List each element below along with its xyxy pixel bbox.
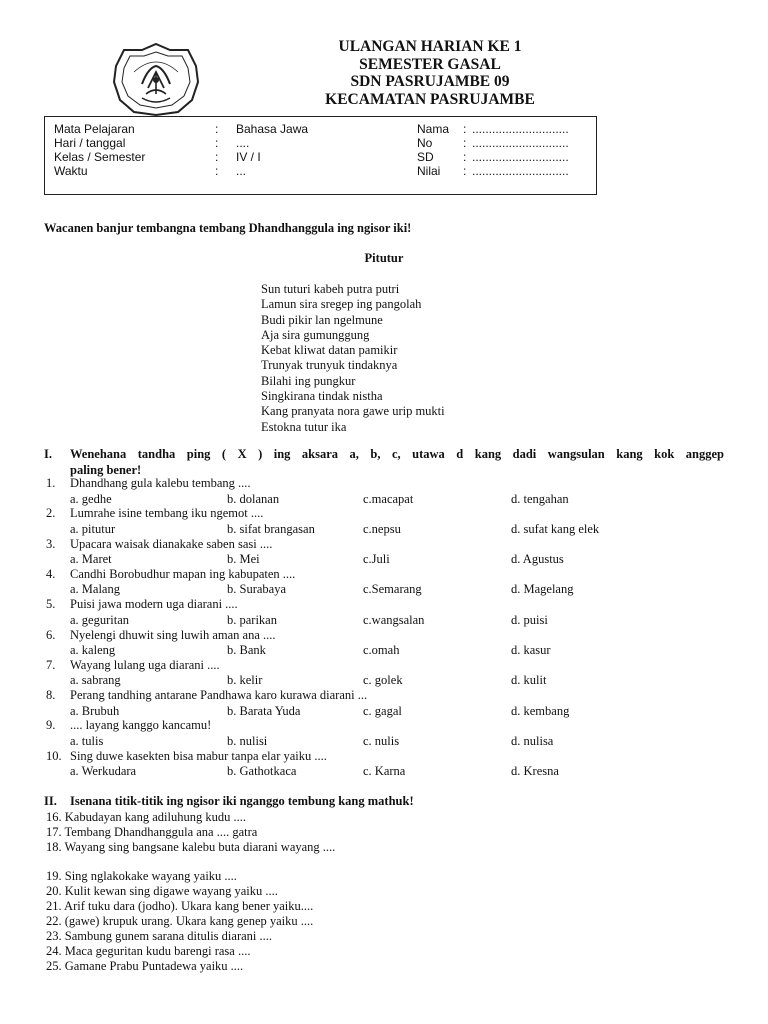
date-value: .... bbox=[236, 136, 250, 150]
option-d[interactable]: d. Kresna bbox=[511, 764, 559, 779]
colon: : bbox=[463, 122, 467, 136]
question-number: 2. bbox=[46, 506, 56, 521]
option-a[interactable]: a. Brubuh bbox=[70, 703, 120, 718]
option-d[interactable]: d. tengahan bbox=[511, 491, 569, 506]
colon: : bbox=[215, 164, 219, 178]
question-text: Nyelengi dhuwit sing luwih aman ana .... bbox=[70, 627, 276, 642]
option-c[interactable]: c.Semarang bbox=[363, 582, 422, 597]
colon: : bbox=[463, 150, 467, 164]
option-b[interactable]: b. Bank bbox=[227, 643, 266, 657]
option-c[interactable]: c.nepsu bbox=[363, 521, 401, 536]
school-name: SDN PASRUJAMBE 09 bbox=[350, 73, 510, 90]
district-name: KECAMATAN PASRUJAMBE bbox=[325, 90, 535, 108]
option-d[interactable]: d. kasur bbox=[511, 643, 551, 657]
option-a[interactable]: a. sabrang bbox=[70, 673, 121, 688]
question-text: Puisi jawa modern uga diarani .... bbox=[70, 597, 238, 612]
poem-line: Budi pikir lan ngelmune bbox=[261, 312, 383, 327]
option-c[interactable]: c. gagal bbox=[363, 703, 402, 718]
option-d[interactable]: d. sufat kang elek bbox=[511, 521, 600, 536]
fill-in-item: 22. (gawe) krupuk urang. Ukara kang genep yaiku .... bbox=[46, 914, 314, 928]
option-b[interactable]: b. Gathotkaca bbox=[227, 764, 297, 779]
class-value: IV / I bbox=[236, 150, 261, 164]
option-c[interactable]: c.Juli bbox=[363, 552, 390, 567]
poem-line: Singkirana tindak nistha bbox=[261, 389, 383, 404]
date-label: Hari / tanggal bbox=[54, 136, 126, 150]
question-item bbox=[0, 628, 768, 658]
question-item bbox=[0, 749, 768, 779]
question-item bbox=[0, 718, 768, 748]
question-item bbox=[0, 476, 768, 506]
poem-line: Kang pranyata nora gawe urip mukti bbox=[261, 404, 445, 419]
option-c[interactable]: c. nulis bbox=[363, 733, 400, 748]
question-item bbox=[0, 537, 768, 567]
number-label: No bbox=[417, 136, 433, 150]
option-c[interactable]: c.wangsalan bbox=[363, 612, 425, 627]
exam-title: ULANGAN HARIAN KE 1 bbox=[338, 38, 522, 55]
option-a[interactable]: a. kaleng bbox=[70, 643, 116, 657]
question-item bbox=[0, 658, 768, 688]
fill-in-item: 25. Gamane Prabu Puntadewa yaiku .... bbox=[46, 959, 244, 973]
option-d[interactable]: d. nulisa bbox=[511, 733, 554, 748]
question-item bbox=[0, 506, 768, 536]
question-text: Candhi Borobudhur mapan ing kabupaten .... bbox=[70, 566, 296, 581]
fill-in-item: 18. Wayang sing bangsane kalebu buta diarani wayang .... bbox=[46, 840, 336, 854]
option-c[interactable]: c.macapat bbox=[363, 491, 414, 506]
question-number: 3. bbox=[46, 536, 56, 551]
time-label: Waktu bbox=[54, 164, 88, 178]
time-value: ... bbox=[236, 164, 247, 178]
question-text: Wayang lulang uga diarani .... bbox=[70, 657, 220, 672]
poem-line: Kebat kliwat datan pamikir bbox=[261, 343, 398, 358]
fill-in-item: 23. Sambung gunem sarana ditulis diarani .... bbox=[46, 929, 273, 943]
colon: : bbox=[463, 164, 467, 178]
reading-instruction: Wacanen banjur tembangna tembang Dhandhanggula ing ngisor iki! bbox=[44, 221, 412, 235]
question-number: 9. bbox=[46, 718, 56, 733]
option-b[interactable]: b. sifat brangasan bbox=[227, 521, 315, 536]
option-a[interactable]: a. Maret bbox=[70, 552, 112, 567]
option-a[interactable]: a. Werkudara bbox=[70, 764, 137, 779]
number-field[interactable]: ............................. bbox=[472, 136, 569, 150]
question-number: 7. bbox=[46, 657, 56, 672]
section-1-instruction-line2: paling bener! bbox=[70, 463, 142, 477]
poem-line: Trunyak trunyuk tindaknya bbox=[261, 358, 398, 373]
option-b[interactable]: b. nulisi bbox=[227, 733, 268, 748]
poem-line: Estokna tutur ika bbox=[261, 419, 347, 434]
section-2-instruction: Isenana titik-titik ing ngisor iki nganggo tembung kang mathuk! bbox=[70, 794, 414, 808]
poem-line: Aja sira gumunggung bbox=[261, 327, 370, 342]
school-logo bbox=[112, 42, 200, 116]
option-a[interactable]: a. geguritan bbox=[70, 612, 130, 627]
option-d[interactable]: d. kulit bbox=[511, 673, 547, 688]
section-2-number: II. bbox=[44, 794, 57, 808]
fill-in-item: 16. Kabudayan kang adiluhung kudu .... bbox=[46, 810, 246, 824]
question-number: 10. bbox=[46, 748, 62, 763]
class-label: Kelas / Semester bbox=[54, 150, 146, 164]
question-item bbox=[0, 597, 768, 627]
question-text: Upacara waisak dianakake saben sasi .... bbox=[70, 536, 273, 551]
subject-value: Bahasa Jawa bbox=[236, 122, 309, 136]
colon: : bbox=[215, 122, 219, 136]
option-a[interactable]: a. Malang bbox=[70, 582, 120, 597]
question-number: 4. bbox=[46, 566, 56, 581]
name-field[interactable]: ............................. bbox=[472, 122, 569, 136]
section-1-number: I. bbox=[44, 447, 52, 461]
fill-in-item: 17. Tembang Dhandhanggula ana .... gatra bbox=[46, 825, 258, 839]
question-number: 1. bbox=[46, 476, 56, 490]
fill-in-item: 24. Maca geguritan kudu barengi rasa .... bbox=[46, 944, 251, 958]
option-d[interactable]: d. kembang bbox=[511, 703, 570, 718]
fill-in-item: 19. Sing nglakokake wayang yaiku .... bbox=[46, 869, 237, 883]
section-1-instruction-line1: Wenehana tandha ping ( X ) ing aksara a, b, c, utawa d kang dadi wangsulan kang kok anggep bbox=[70, 447, 724, 461]
question-text: Sing duwe kasekten bisa mabur tanpa elar yaiku .... bbox=[70, 748, 327, 763]
question-item bbox=[0, 567, 768, 597]
option-a[interactable]: a. pitutur bbox=[70, 521, 116, 536]
poem-title: Pitutur bbox=[364, 251, 404, 265]
question-number: 6. bbox=[46, 627, 56, 642]
option-c[interactable]: c.omah bbox=[363, 643, 400, 657]
option-b[interactable]: b. dolanan bbox=[227, 491, 280, 506]
option-b[interactable]: b. Barata Yuda bbox=[227, 703, 301, 718]
score-field[interactable]: ............................. bbox=[472, 164, 569, 178]
score-label: Nilai bbox=[417, 164, 441, 178]
name-label: Nama bbox=[417, 122, 450, 136]
question-text: Perang tandhing antarane Pandhawa karo kurawa diarani ... bbox=[70, 688, 368, 703]
colon: : bbox=[215, 150, 219, 164]
option-d[interactable]: d. Agustus bbox=[511, 552, 564, 567]
school-label: SD bbox=[417, 150, 434, 164]
question-text: Lumrahe isine tembang iku ngemot .... bbox=[70, 506, 264, 521]
question-text: .... layang kanggo kancamu! bbox=[70, 718, 212, 733]
option-b[interactable]: b. parikan bbox=[227, 612, 277, 627]
student-info-box bbox=[44, 116, 597, 195]
question-number: 5. bbox=[46, 597, 56, 612]
poem-line: Sun tuturi kabeh putra putri bbox=[261, 282, 400, 296]
option-c[interactable]: c. Karna bbox=[363, 764, 406, 779]
tut-wuri-handayani-emblem bbox=[112, 42, 200, 116]
semester-title: SEMESTER GASAL bbox=[359, 55, 501, 73]
exam-header-titles bbox=[290, 38, 570, 108]
option-b[interactable]: b. Surabaya bbox=[227, 582, 287, 597]
subject-label: Mata Pelajaran bbox=[54, 122, 135, 136]
question-item bbox=[0, 688, 768, 718]
option-d[interactable]: d. Magelang bbox=[511, 582, 574, 597]
school-field[interactable]: ............................. bbox=[472, 150, 569, 164]
fill-in-item: 20. Kulit kewan sing digawe wayang yaiku .... bbox=[46, 884, 278, 898]
colon: : bbox=[463, 136, 467, 150]
option-b[interactable]: b. kelir bbox=[227, 673, 263, 688]
question-text: Dhandhang gula kalebu tembang .... bbox=[70, 476, 251, 490]
question-number: 8. bbox=[46, 688, 56, 703]
fill-in-item: 21. Arif tuku dara (jodho). Ukara kang bener yaiku.... bbox=[46, 899, 314, 913]
option-a[interactable]: a. gedhe bbox=[70, 491, 112, 506]
option-a[interactable]: a. tulis bbox=[70, 733, 104, 748]
poem-line: Bilahi ing pungkur bbox=[261, 373, 356, 388]
option-b[interactable]: b. Mei bbox=[227, 552, 260, 567]
poem-body bbox=[261, 282, 445, 435]
section-2-heading bbox=[44, 794, 414, 809]
poem-line: Lamun sira sregep ing pangolah bbox=[261, 297, 422, 312]
option-d[interactable]: d. puisi bbox=[511, 612, 548, 627]
option-c[interactable]: c. golek bbox=[363, 673, 403, 688]
colon: : bbox=[215, 136, 219, 150]
